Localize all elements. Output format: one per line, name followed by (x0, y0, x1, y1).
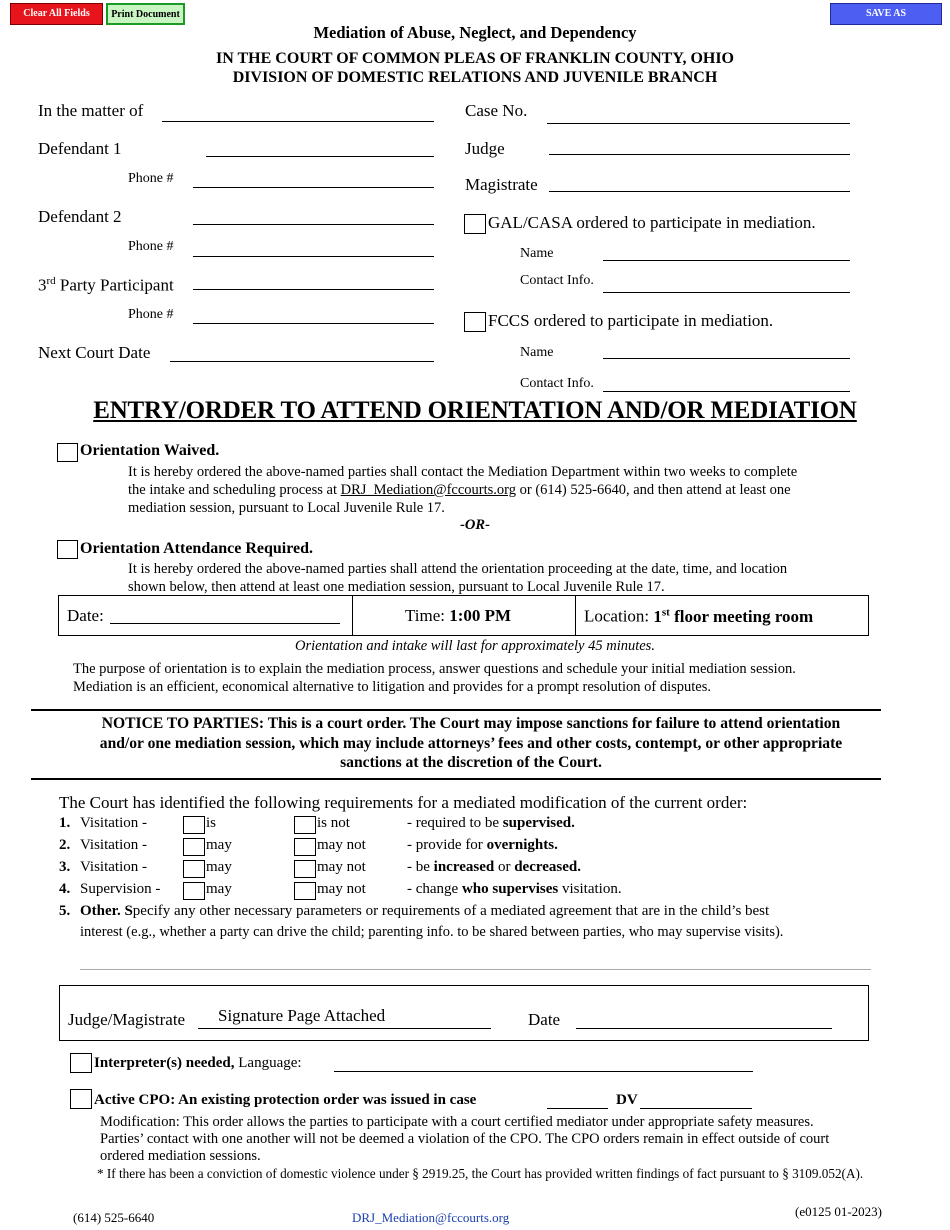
req-opt1-checkbox[interactable] (183, 882, 205, 900)
defendant1-label: Defendant 1 (38, 139, 122, 158)
req-num: 4. (59, 881, 71, 897)
judge-label: Judge (465, 139, 505, 158)
orientation-required-label: Orientation Attendance Required. (80, 540, 314, 557)
cpo-text-3: ordered mediation sessions. (100, 1148, 261, 1164)
defendant2-label: Defendant 2 (38, 207, 122, 226)
active-cpo-checkbox[interactable] (70, 1089, 92, 1109)
req-opt2-label: may not (317, 881, 366, 897)
third-party-field[interactable] (193, 289, 434, 290)
req-num: 1. (59, 815, 71, 831)
cpo-text-1: Modification: This order allows the parties to participate with a court certified mediator under appropriate safety measures. (100, 1114, 814, 1130)
req-label: Visitation - (80, 837, 148, 853)
purpose-text-2: Mediation is an efficient, economical alternative to litigation and provides for a prompt resolution of disputes. (73, 679, 711, 695)
req-num: 3. (59, 859, 71, 875)
cpo-dv-field[interactable] (640, 1108, 752, 1109)
waived-text-3: mediation session, pursuant to Local Juvenile Rule 17. (128, 500, 445, 516)
gal-name-field[interactable] (603, 260, 850, 261)
matter-label: In the matter of (38, 101, 144, 120)
third-party-phone-label: Phone # (128, 307, 174, 322)
case-no-label: Case No. (465, 101, 528, 120)
next-court-date-field[interactable] (170, 361, 434, 362)
req-label: Visitation - (80, 859, 148, 875)
notice-box: NOTICE TO PARTIES: This is a court order. The Court may impose sanctions for failure to attend orientation and/or one mediation session, which may include attorneys’ fees and other costs, contempt, or other appropriate sanctions at the discretion of the Court. (99, 715, 843, 771)
other-text-2: interest (e.g., whether a party can drive the child; parenting info. to be shared between parties, who may supervise visits). (80, 924, 784, 940)
waived-email-link[interactable]: DRJ_Mediation@fccourts.org (340, 482, 516, 498)
orientation-required-checkbox[interactable] (57, 540, 78, 559)
form-code: (e0125 01-2023) (795, 1204, 883, 1219)
req-description: - be increased or decreased. (407, 859, 582, 875)
other-input-line[interactable] (80, 969, 871, 970)
magistrate-label: Magistrate (465, 175, 538, 194)
defendant1-phone-label: Phone # (128, 171, 174, 186)
waived-text-2: the intake and scheduling process at DRJ_Mediation@fccourts.org or (614) 525-6640, and then attend at least one (128, 482, 791, 498)
cpo-case-number-field[interactable] (547, 1108, 608, 1109)
signature-line (198, 1028, 491, 1029)
magistrate-field[interactable] (549, 191, 850, 192)
interpreter-label: Interpreter(s) needed, Language: (94, 1055, 302, 1071)
active-cpo-label: Active CPO: An existing protection order was issued in case (94, 1092, 477, 1108)
notice-top-rule (31, 709, 881, 711)
next-court-date-label: Next Court Date (38, 343, 151, 362)
fccs-contact-label: Contact Info. (520, 376, 594, 391)
notice-bottom-rule (31, 778, 881, 780)
defendant1-field[interactable] (206, 156, 434, 157)
req-opt2-label: may not (317, 837, 366, 853)
fccs-checkbox[interactable] (464, 312, 486, 332)
orientation-waived-label: Orientation Waived. (80, 442, 220, 459)
clear-all-fields-button[interactable]: Clear All Fields (10, 3, 103, 25)
cpo-text-2: Parties’ contact with one another will not be deemed a violation of the CPO. The CPO orders remain in effect outside of court (100, 1131, 830, 1147)
duration-note: Orientation and intake will last for approximately 45 minutes. (295, 638, 655, 654)
req-opt1-checkbox[interactable] (183, 860, 205, 878)
entry-title: ENTRY/ORDER TO ATTEND ORIENTATION AND/OR MEDIATION (93, 397, 857, 424)
judge-field[interactable] (549, 154, 850, 155)
req-label: Supervision - (80, 881, 161, 897)
req-description: - change who supervises visitation. (407, 881, 622, 897)
req-num: 2. (59, 837, 71, 853)
waived-text-1: It is hereby ordered the above-named parties shall contact the Mediation Department within two weeks to complete (128, 464, 798, 480)
other-text: Other. Specify any other necessary parameters or requirements of a mediated agreement that are in the child’s best (80, 903, 770, 919)
requirements-intro: The Court has identified the following requirements for a mediated modification of the current order: (59, 793, 748, 812)
req-opt2-checkbox[interactable] (294, 882, 316, 900)
interpreter-language-field[interactable] (334, 1071, 753, 1072)
other-num: 5. (59, 903, 71, 919)
save-as-button[interactable]: SAVE AS (830, 3, 942, 25)
fccs-name-label: Name (520, 345, 554, 360)
req-opt1-label: may (206, 859, 232, 875)
defendant1-phone-field[interactable] (193, 187, 434, 188)
req-opt1-label: is (206, 815, 217, 831)
interpreter-checkbox[interactable] (70, 1053, 92, 1073)
cpo-footnote: * If there has been a conviction of domestic violence under § 2919.25, the Court has provided written findings of fact pursuant to § 3109.052(A). (97, 1166, 864, 1181)
table-date-field[interactable] (110, 623, 340, 624)
matter-field[interactable] (162, 121, 434, 122)
defendant2-phone-label: Phone # (128, 239, 174, 254)
case-no-field[interactable] (547, 123, 850, 124)
cpo-dv-label: DV (616, 1092, 638, 1108)
table-divider-2 (575, 595, 576, 636)
req-opt1-label: may (206, 881, 232, 897)
gal-contact-label: Contact Info. (520, 273, 594, 288)
req-description: - required to be supervised. (407, 815, 575, 831)
gal-contact-field[interactable] (603, 292, 850, 293)
defendant2-field[interactable] (193, 224, 434, 225)
req-opt2-label: may not (317, 859, 366, 875)
purpose-text-1: The purpose of orientation is to explain the mediation process, answer questions and schedule your initial mediation session. (73, 661, 796, 677)
print-document-button[interactable]: Print Document (106, 3, 185, 25)
third-party-label: 3rd Party Participant (38, 275, 174, 295)
required-text-1: It is hereby ordered the above-named parties shall attend the orientation proceeding at the date, time, and location (128, 561, 788, 577)
table-date-label: Date: (67, 606, 104, 625)
req-opt1-label: may (206, 837, 232, 853)
table-time: Time: 1:00 PM (405, 606, 512, 625)
court-name: IN THE COURT OF COMMON PLEAS OF FRANKLIN COUNTY, OHIO (216, 50, 734, 67)
req-description: - provide for overnights. (407, 837, 558, 853)
signature-value[interactable]: Signature Page Attached (218, 1006, 386, 1025)
req-opt1-checkbox[interactable] (183, 838, 205, 856)
signature-date-field[interactable] (576, 1028, 832, 1029)
judge-magistrate-label: Judge/Magistrate (68, 1010, 186, 1029)
req-opt2-checkbox[interactable] (294, 860, 316, 878)
third-party-phone-field[interactable] (193, 323, 434, 324)
fccs-label: FCCS ordered to participate in mediation. (488, 311, 774, 330)
req-opt1-checkbox[interactable] (183, 816, 205, 834)
gal-casa-label: GAL/CASA ordered to participate in mediation. (488, 213, 816, 232)
orientation-waived-checkbox[interactable] (57, 443, 78, 462)
fccs-name-field[interactable] (603, 358, 850, 359)
footer-email-link[interactable]: DRJ_Mediation@fccourts.org (352, 1210, 510, 1225)
or-separator: -OR- (460, 517, 490, 533)
defendant2-phone-field[interactable] (193, 256, 434, 257)
gal-casa-checkbox[interactable] (464, 214, 486, 234)
table-location: Location: 1st floor meeting room (584, 606, 814, 626)
signature-date-label: Date (528, 1010, 561, 1029)
gal-name-label: Name (520, 246, 554, 261)
required-text-2: shown below, then attend at least one mediation session, pursuant to Local Juvenile Rule 17. (128, 579, 665, 595)
footer-phone: (614) 525-6640 (73, 1210, 155, 1225)
req-opt2-checkbox[interactable] (294, 838, 316, 856)
table-divider-1 (352, 595, 353, 636)
division-name: DIVISION OF DOMESTIC RELATIONS AND JUVENILE BRANCH (232, 69, 718, 86)
req-label: Visitation - (80, 815, 148, 831)
req-opt2-label: is not (317, 815, 350, 831)
fccs-contact-field[interactable] (603, 391, 850, 392)
form-title: Mediation of Abuse, Neglect, and Dependency (313, 23, 637, 42)
req-opt2-checkbox[interactable] (294, 816, 316, 834)
